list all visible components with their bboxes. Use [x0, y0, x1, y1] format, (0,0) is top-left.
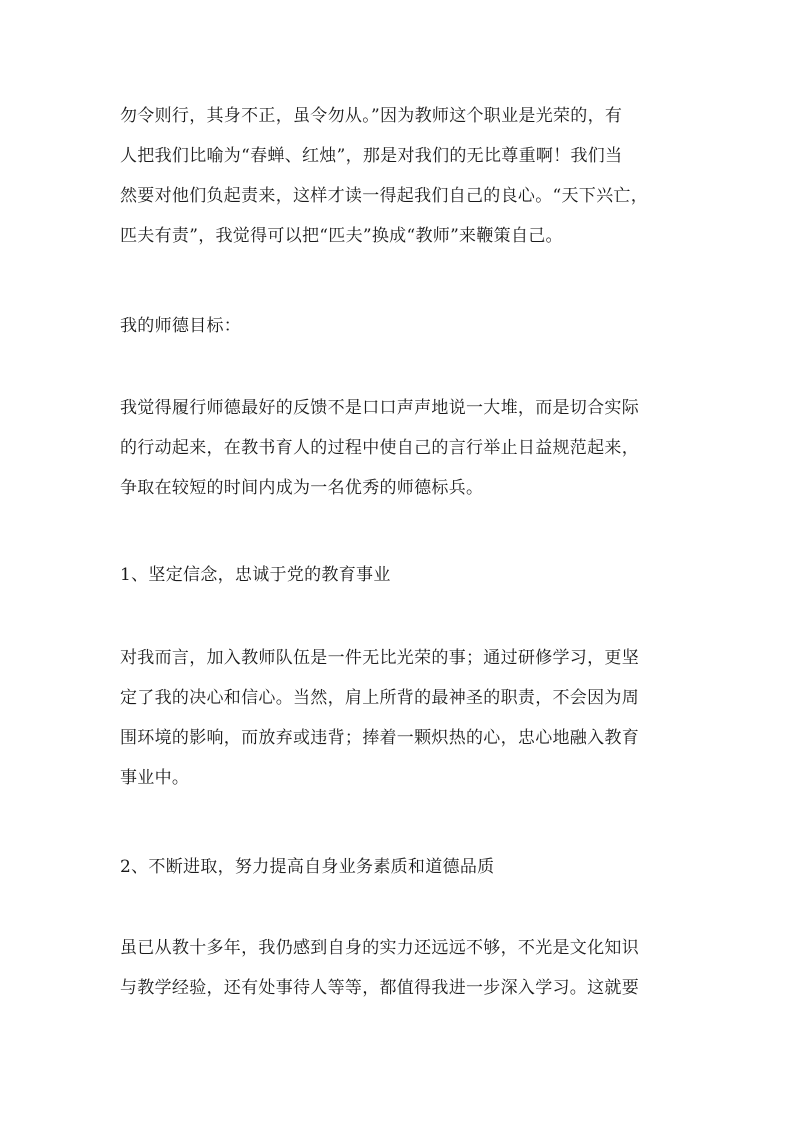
text-line: 定了我的决心和信心。当然，肩上所背的最神圣的职责，不会因为周 — [120, 688, 639, 708]
heading-text: 我的师德目标： — [120, 316, 242, 336]
paragraph-progress — [120, 928, 680, 1008]
text-line: 然要对他们负起责来，这样才读一得起我们自己的良心。“天下兴亡， — [120, 186, 648, 206]
text-line: 围环境的影响，而放弃或违背；捧着一颗炽热的心，忠心地融入教育 — [120, 728, 639, 748]
section-heading-goals — [120, 306, 680, 346]
heading-text: 2、不断进取，努力提高自身业务素质和道德品质 — [120, 857, 495, 877]
paragraph-belief — [120, 638, 680, 798]
heading-text: 1、坚定信念，忠诚于党的教育事业 — [120, 565, 391, 585]
text-line: 与教学经验，还有处事待人等等，都值得我进一步深入学习。这就要 — [120, 978, 639, 998]
list-heading-2 — [120, 847, 680, 887]
text-line: 人把我们比喻为“春蝉、红烛”，那是对我们的无比尊重啊！我们当 — [120, 146, 623, 166]
text-line: 争取在较短的时间内成为一名优秀的师德标兵。 — [120, 478, 484, 498]
paragraph-teacher-honor — [120, 96, 680, 256]
text-line: 虽已从教十多年，我仍感到自身的实力还远远不够，不光是文化知识 — [120, 938, 639, 958]
paragraph-goal-intro — [120, 388, 680, 508]
text-line: 对我而言，加入教师队伍是一件无比光荣的事；通过研修学习，更坚 — [120, 648, 639, 668]
list-heading-1 — [120, 555, 680, 595]
text-line: 的行动起来，在教书育人的过程中使自己的言行举止日益规范起来， — [120, 438, 639, 458]
text-line: 匹夫有责”，我觉得可以把“匹夫”换成“教师”来鞭策自己。 — [120, 226, 563, 246]
text-line: 我觉得履行师德最好的反馈不是口口声声地说一大堆，而是切合实际 — [120, 398, 639, 418]
text-line: 勿令则行，其身不正，虽令勿从。”因为教师这个职业是光荣的，有 — [120, 106, 623, 126]
text-line: 事业中。 — [120, 768, 190, 788]
